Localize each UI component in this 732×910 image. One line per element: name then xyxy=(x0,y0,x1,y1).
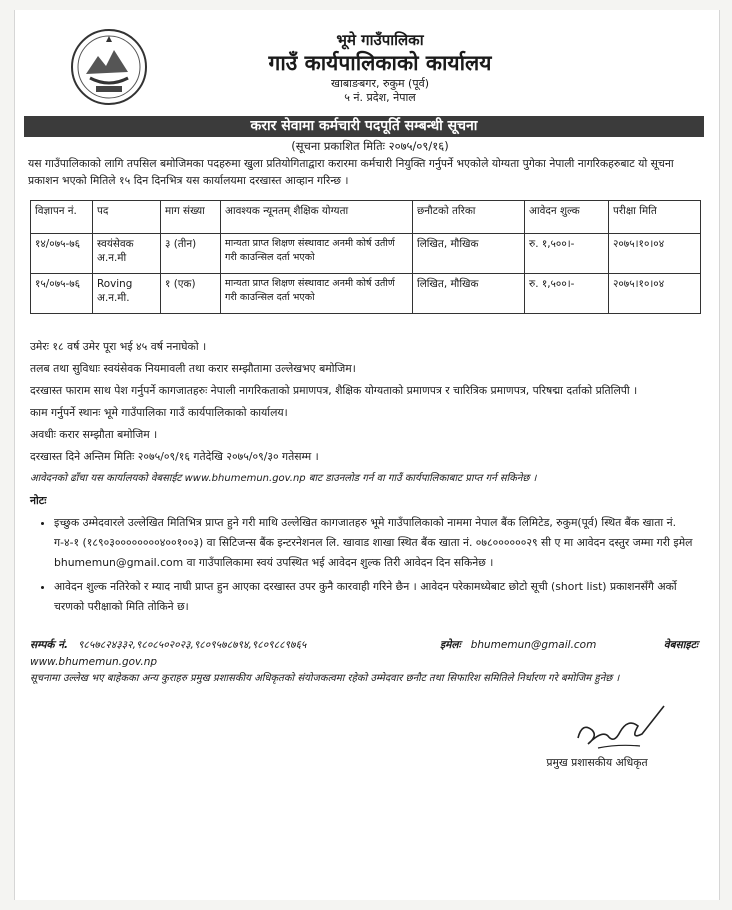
note-label: नोटः xyxy=(30,494,47,507)
notice-title: करार सेवामा कर्मचारी पदपूर्ति सम्बन्धी सूचना xyxy=(24,116,704,137)
required-documents: दरखास्त फाराम साथ पेश गर्नुपर्ने कागजातहरुः नेपाली नागरिकताको प्रमाणपत्र, शैक्षिक योग्यताको प्रमाणपत्र र चारित्रिक प्रमाणपत्र, परिषद्मा दर्ताको प्रतिलिपी । xyxy=(30,384,638,397)
list-item: • आवेदन शुल्क नतिरेको र म्याद नाघी प्राप्त हुन आएका दरखास्त उपर कुनै कारवाही गरिने छैन । आवेदन परेकामध्येबाट छोटो सूची (short list) प्रकाशनसँगै अर्को चरणको परीक्षाको मिति तोकिने छ। xyxy=(54,577,698,617)
cell-selection: लिखित, मौखिक xyxy=(413,274,525,314)
intro-paragraph: यस गाउँपालिकाको लागि तपसिल बमोजिमका पदहरुमा खुला प्रतियोगिताद्वारा करारमा कर्मचारी नियुक्ति गर्नुपर्ने भएकोले योग्यता पुगेका नेपाली नागरिकहरुबाट यो सूचना प्रकाशन भएको मितिले १५ दिन दिनभित्र यस कार्यालयमा दरखास्त आव्हान गरिन्छ । xyxy=(28,157,674,187)
age-requirement: उमेरः १८ वर्ष उमेर पूरा भई ४५ वर्ष ननाघेको । xyxy=(30,340,207,353)
cell-qualification: मान्यता प्राप्त शिक्षण संस्थावाट अनमी कोर्ष उतीर्ण गरी काउन्सिल दर्ता भएको xyxy=(221,234,413,274)
office-name: गाउँ कार्यपालिकाको कार्यालय xyxy=(268,51,492,75)
office-header xyxy=(170,30,590,105)
phone-info xyxy=(30,638,306,652)
workplace: काम गर्नुपर्ने स्थानः भूमे गाउँपालिका गाउँ कार्यपालिकाको कार्यालय। xyxy=(30,406,288,419)
cell-qualification: मान्यता प्राप्त शिक्षण संस्थावाट अनमी कोर्ष उतीर्ण गरी काउन्सिल दर्ता भएको xyxy=(221,274,413,314)
table-row xyxy=(31,274,701,314)
phone-numbers: ९८५७८२४३३२,९८०८५०२०२३,९८०९५७८७९४,९८०९८८९७६५ xyxy=(77,639,307,651)
vacancy-table xyxy=(30,200,701,314)
table-row xyxy=(31,234,701,274)
publication-date: (सूचना प्रकाशित मितिः २०७५/०९/१६) xyxy=(291,139,449,153)
cell-exam-date: २०७५।१०।०४ xyxy=(609,274,701,314)
handwritten-signature xyxy=(568,700,668,756)
salary-info: तलब तथा सुविधाः स्वयंसेवक नियमावली तथा करार सम्झौतामा उल्लेखभए बमोजिम। xyxy=(30,362,356,375)
footnote: सूचनामा उल्लेख भए बाहेकका अन्य कुराहरु प्रमुख प्रशासकीय अधिकृतको संयोजकत्वमा रहेको उम्मेदवार छनौट तथा सिफारिश समितिले निर्धारण गरे बमोजिम हुनेछ । xyxy=(30,673,620,684)
duration: अवधीः करार सम्झौता बमोजिम । xyxy=(30,428,158,441)
cell-count: ३ (तीन) xyxy=(161,234,221,274)
col-header-fee: आवेदन शुल्क xyxy=(525,201,609,234)
col-header-selection: छनौटको तरिका xyxy=(413,201,525,234)
office-province: ५ नं. प्रदेश, नेपाल xyxy=(344,91,416,104)
email-label: इमेलः xyxy=(440,639,461,651)
cell-exam-date: २०७५।१०।०४ xyxy=(609,234,701,274)
form-download-note: आवेदनको ढाँचा यस कार्यालयको वेबसाईट www.bhumemun.gov.np बाट डाउनलोड गर्न वा गाउँ कार्यपालिकाबाट प्राप्त गर्न सकिनेछ । xyxy=(30,473,537,484)
col-header-qualification: आवश्यक न्यूनतम् शैक्षिक योग्यता xyxy=(221,201,413,234)
email-info xyxy=(440,638,596,652)
note-list xyxy=(30,513,698,617)
col-header-ad-no: विज्ञापन नं. xyxy=(31,201,93,234)
signatory-title: प्रमुख प्रशासकीय अधिकृत xyxy=(546,756,648,769)
cell-post: Roving अ.न.मी. xyxy=(93,274,161,314)
col-header-count: माग संख्या xyxy=(161,201,221,234)
cell-ad-no: १५/०७५-७६ xyxy=(31,274,93,314)
cell-fee: रु. १,५००।- xyxy=(525,234,609,274)
cell-selection: लिखित, मौखिक xyxy=(413,234,525,274)
nepal-emblem-logo xyxy=(68,26,150,108)
list-item: • इच्छुक उम्मेदवारले उल्लेखित मितिभित्र प्राप्त हुने गरी माथि उल्लेखित कागजातहरु भूमे गाउँपालिकाको नाममा नेपाल बैंक लिमिटेड, रुकुम(पूर्व) स्थित बैंक खाता नं. ग-४-१ (१८९०३००००००००४००१००३) वा सिटिजन्स बैंक इन्टरनेशनल लि. खावाड शाखा स्थित बैंक खाता नं. ०७८००००००२९ सी ए मा आवेदन दस्तुर जम्मा गरी इमेल bhumemun@gmail.com वा गाउँपालिकामा स्वयं उपस्थित भई आवेदन शुल्क तिरी आवेदन दिन सकिनेछ । xyxy=(54,513,698,573)
col-header-post: पद xyxy=(93,201,161,234)
cell-ad-no: १४/०७५-७६ xyxy=(31,234,93,274)
col-header-exam-date: परीक्षा मिति xyxy=(609,201,701,234)
cell-post: स्वयंसेवक अ.न.मी xyxy=(93,234,161,274)
website-link[interactable]: www.bhumemun.gov.np xyxy=(30,656,158,668)
cell-fee: रु. १,५००।- xyxy=(525,274,609,314)
office-address: खाबाङबगर, रुकुम (पूर्व) xyxy=(331,77,429,90)
municipality-name: भूमे गाउँपालिका xyxy=(336,31,424,49)
table-header-row xyxy=(31,201,701,234)
phone-label: सम्पर्क नं. xyxy=(30,639,68,651)
website-label: वेबसाइटः xyxy=(663,639,698,651)
notice-body xyxy=(30,339,698,621)
deadline: दरखास्त दिने अन्तिम मितिः २०७५/०९/१६ गतेदेखि २०७५/०९/३० गतेसम्म । xyxy=(30,450,319,463)
cell-count: १ (एक) xyxy=(161,274,221,314)
email-address[interactable]: bhumemun@gmail.com xyxy=(470,639,597,651)
contact-line xyxy=(30,638,698,652)
